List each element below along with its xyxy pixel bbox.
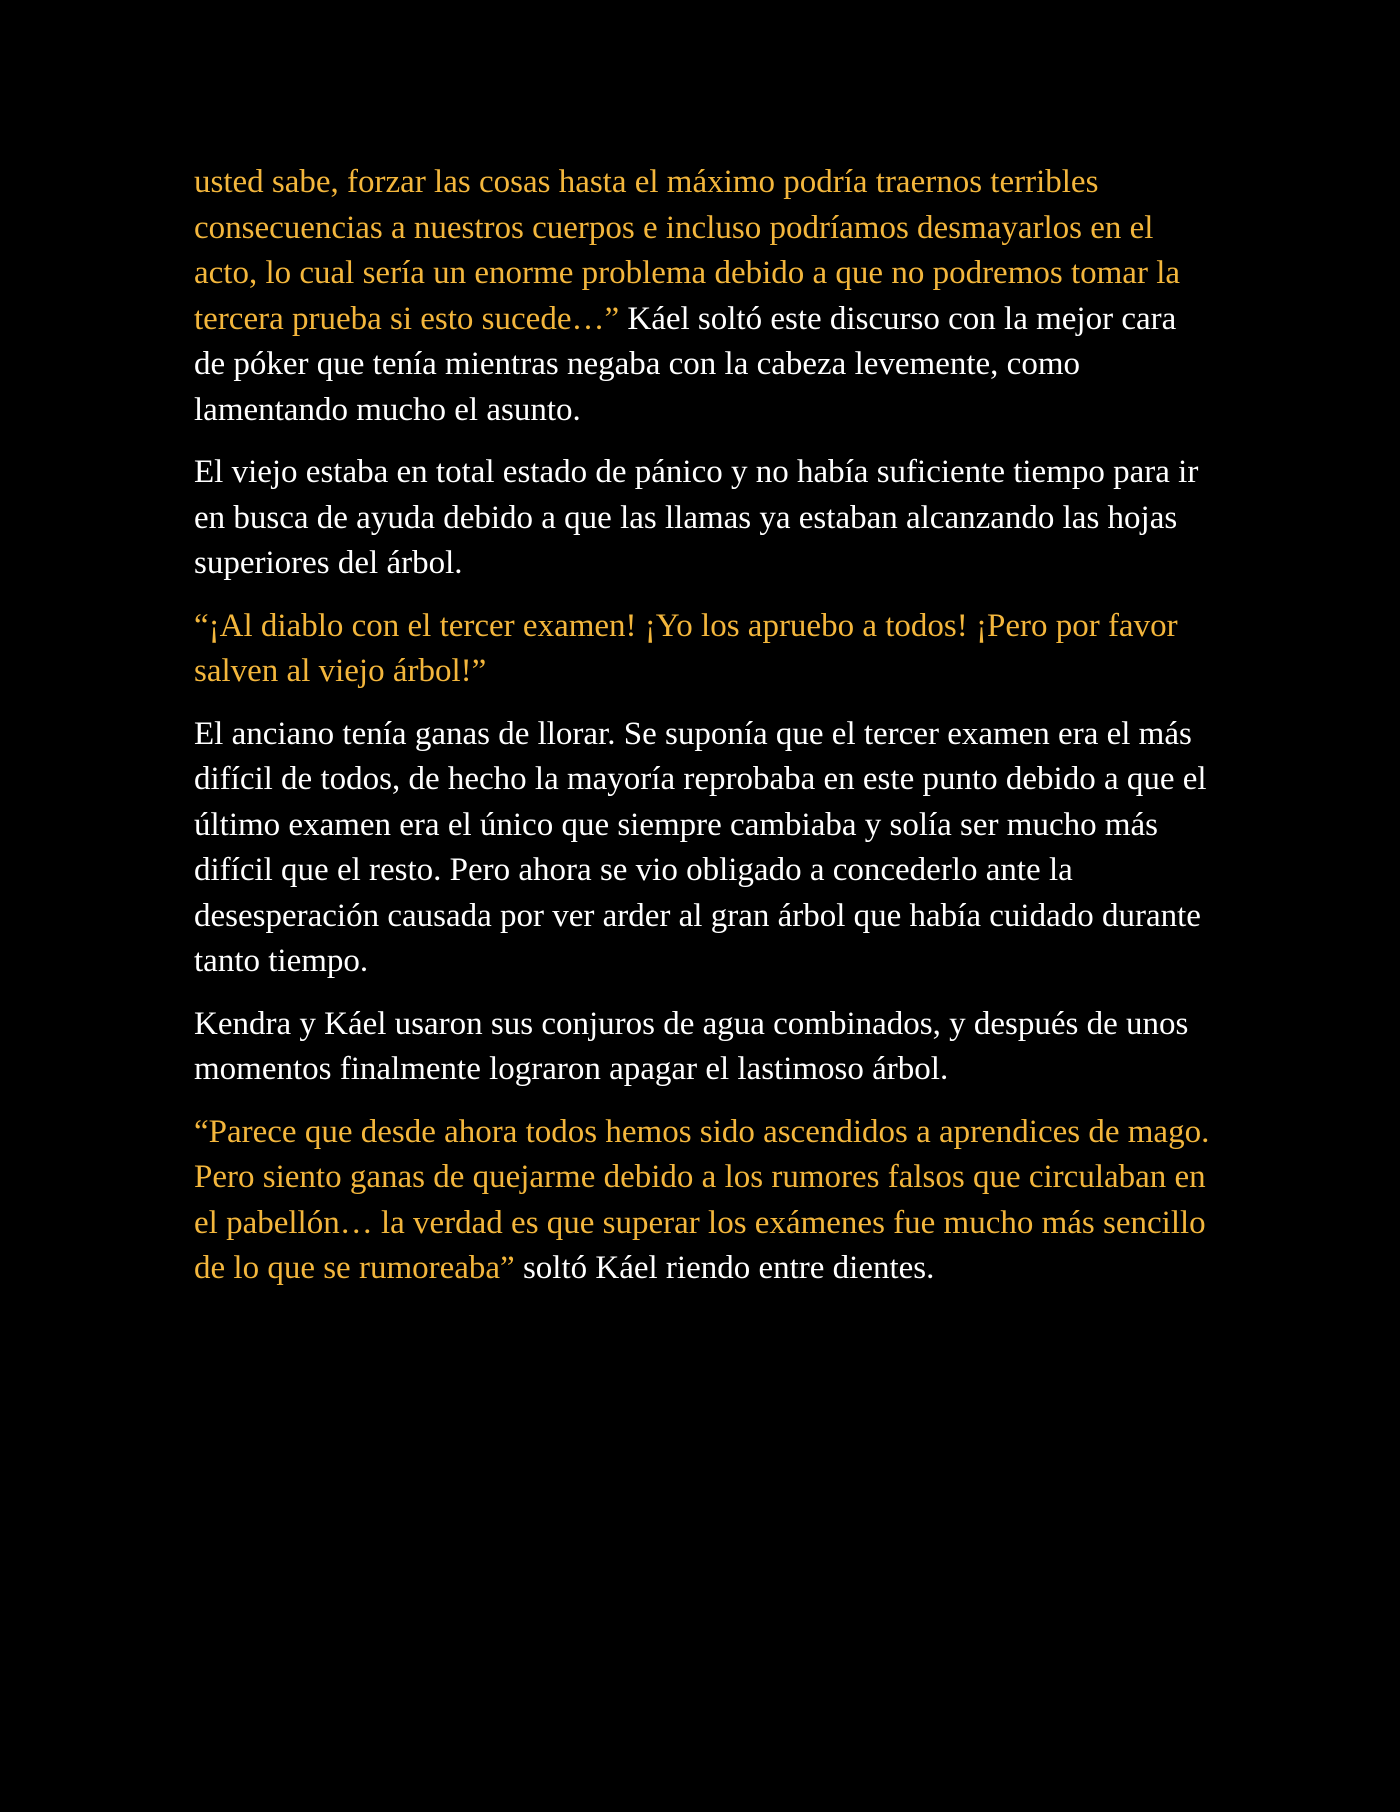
narration-text: Káel soltó este discurso con la mejor cara de póker que tenía mientras negaba con la cabeza levemente, como lamentando mucho el asunto. — [194, 300, 1177, 428]
paragraph-6 — [194, 1110, 1214, 1292]
dialogue-text: “Parece que desde ahora todos hemos sido ascendidos a aprendices de mago. Pero siento ganas de quejarme debido a los rumores falsos que circulaban en el pabellón… la verdad es que superar los exámenes fue mucho más sencillo de lo que se rumoreaba” — [194, 1113, 1210, 1286]
paragraph-2 — [194, 450, 1214, 587]
narration-text: soltó Káel riendo entre dientes. — [514, 1250, 935, 1286]
paragraph-3 — [194, 604, 1214, 695]
narration-text: El anciano tenía ganas de llorar. Se suponía que el tercer examen era el más difícil de todos, de hecho la mayoría reprobaba en este punto debido a que el último examen era el único que siempre cambiaba y solía ser mucho más difícil que el resto. Pero ahora se vio obligado a concederlo ante la desesperación causada por ver arder al gran árbol que había cuidado durante tanto tiempo. — [194, 715, 1207, 979]
narration-text: Kendra y Káel usaron sus conjuros de agua combinados, y después de unos momentos finalmente lograron apagar el lastimoso árbol. — [194, 1005, 1189, 1087]
document-page — [194, 160, 1214, 1309]
paragraph-4 — [194, 712, 1214, 985]
dialogue-text: usted sabe, forzar las cosas hasta el máximo podría traernos terribles consecuencias a nuestros cuerpos e incluso podríamos desmayarlos en el acto, lo cual sería un enorme problema debido a que no podremos tomar la tercera prueba si esto sucede…” — [194, 164, 1181, 337]
narration-text: El viejo estaba en total estado de pánico y no había suficiente tiempo para ir en busca de ayuda debido a que las llamas ya estaban alcanzando las hojas superiores del árbol. — [194, 454, 1199, 581]
paragraph-1 — [194, 160, 1214, 433]
paragraph-5 — [194, 1002, 1214, 1093]
dialogue-text: “¡Al diablo con el tercer examen! ¡Yo los apruebo a todos! ¡Pero por favor salven al viejo árbol!” — [194, 607, 1178, 689]
